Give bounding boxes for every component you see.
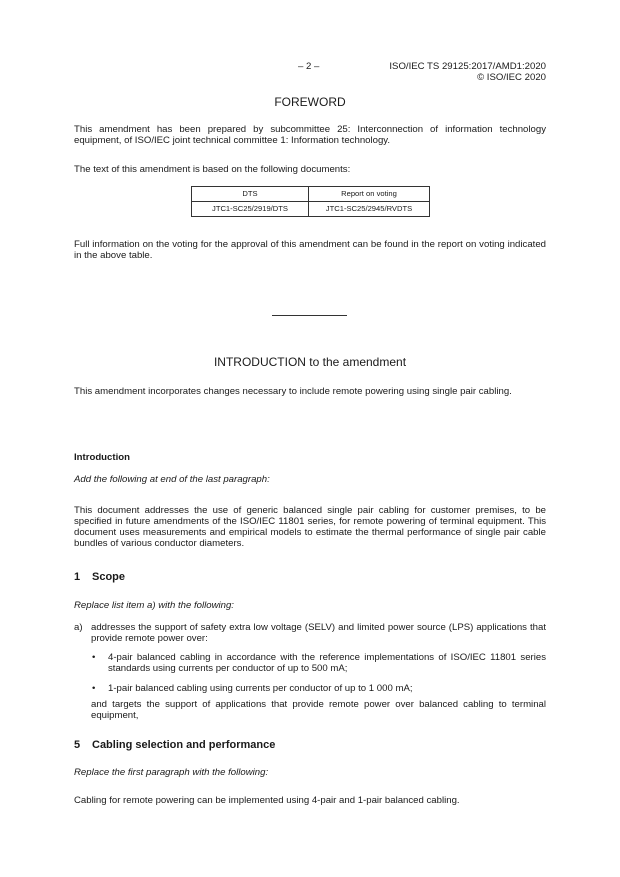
table-row xyxy=(192,202,430,217)
table-cell: JTC1-SC25/2919/DTS xyxy=(192,202,309,217)
section-heading-cabling xyxy=(74,739,275,751)
introduction-title: INTRODUCTION to the amendment xyxy=(213,355,407,369)
table-header-row xyxy=(192,187,430,202)
page-number: – 2 – xyxy=(298,61,320,72)
foreword-paragraph-2: The text of this amendment is based on the following documents: xyxy=(74,164,351,175)
introduction-paragraph-2: This document addresses the use of generic balanced single pair cabling for customer premises, to be specified in future amendments of the ISO/IEC 11801 series, for remote powering of terminal equipment. This document uses measurements and empirical models to estimate the thermal performance of single pair cable bundles of various conductor diameters. xyxy=(74,505,546,549)
bullet-icon: • xyxy=(92,683,96,694)
section-heading-scope xyxy=(74,571,125,583)
voting-documents-table xyxy=(191,186,430,217)
list-item-text: addresses the support of safety extra low voltage (SELV) and limited power source (LPS) applications that provide remote power over: xyxy=(91,622,546,644)
foreword-paragraph-1: This amendment has been prepared by subcommittee 25: Interconnection of information technology equipment, of ISO/IEC joint technical committee 1: Information technology. xyxy=(74,124,546,146)
copyright-notice: © ISO/IEC 2020 xyxy=(477,72,546,83)
introduction-heading: Introduction xyxy=(74,452,130,463)
section-title: Scope xyxy=(92,571,126,583)
table-header-cell: Report on voting xyxy=(309,187,430,202)
list-item-label: a) xyxy=(74,622,83,633)
section-number: 1 xyxy=(74,571,81,583)
table-cell: JTC1-SC25/2945/RVDTS xyxy=(309,202,430,217)
list-item-tail: and targets the support of applications that provide remote power over balanced cabling to terminal equipment, xyxy=(91,699,546,721)
cabling-paragraph: Cabling for remote powering can be implemented using 4-pair and 1-pair balanced cabling. xyxy=(74,795,460,806)
table-header-cell: DTS xyxy=(192,187,309,202)
list-item: 1-pair balanced cabling using currents per conductor of up to 1 000 mA; xyxy=(108,683,413,694)
list-item: 4-pair balanced cabling in accordance with the reference implementations of ISO/IEC 11801 series standards using currents per conductor of up to 500 mA; xyxy=(108,652,546,674)
document-id: ISO/IEC TS 29125:2017/AMD1:2020 xyxy=(389,61,546,72)
section-divider xyxy=(272,315,347,316)
introduction-instruction: Add the following at end of the last paragraph: xyxy=(74,474,270,485)
foreword-paragraph-3: Full information on the voting for the approval of this amendment can be found in the report on voting indicated in the above table. xyxy=(74,239,546,261)
bullet-icon: • xyxy=(92,652,96,663)
foreword-title: FOREWORD xyxy=(274,95,346,109)
section-title: Cabling selection and performance xyxy=(92,739,276,751)
introduction-paragraph-1: This amendment incorporates changes necessary to include remote powering using single pair cabling. xyxy=(74,386,512,397)
scope-instruction: Replace list item a) with the following: xyxy=(74,600,234,611)
section-number: 5 xyxy=(74,739,81,751)
cabling-instruction: Replace the first paragraph with the following: xyxy=(74,767,269,778)
